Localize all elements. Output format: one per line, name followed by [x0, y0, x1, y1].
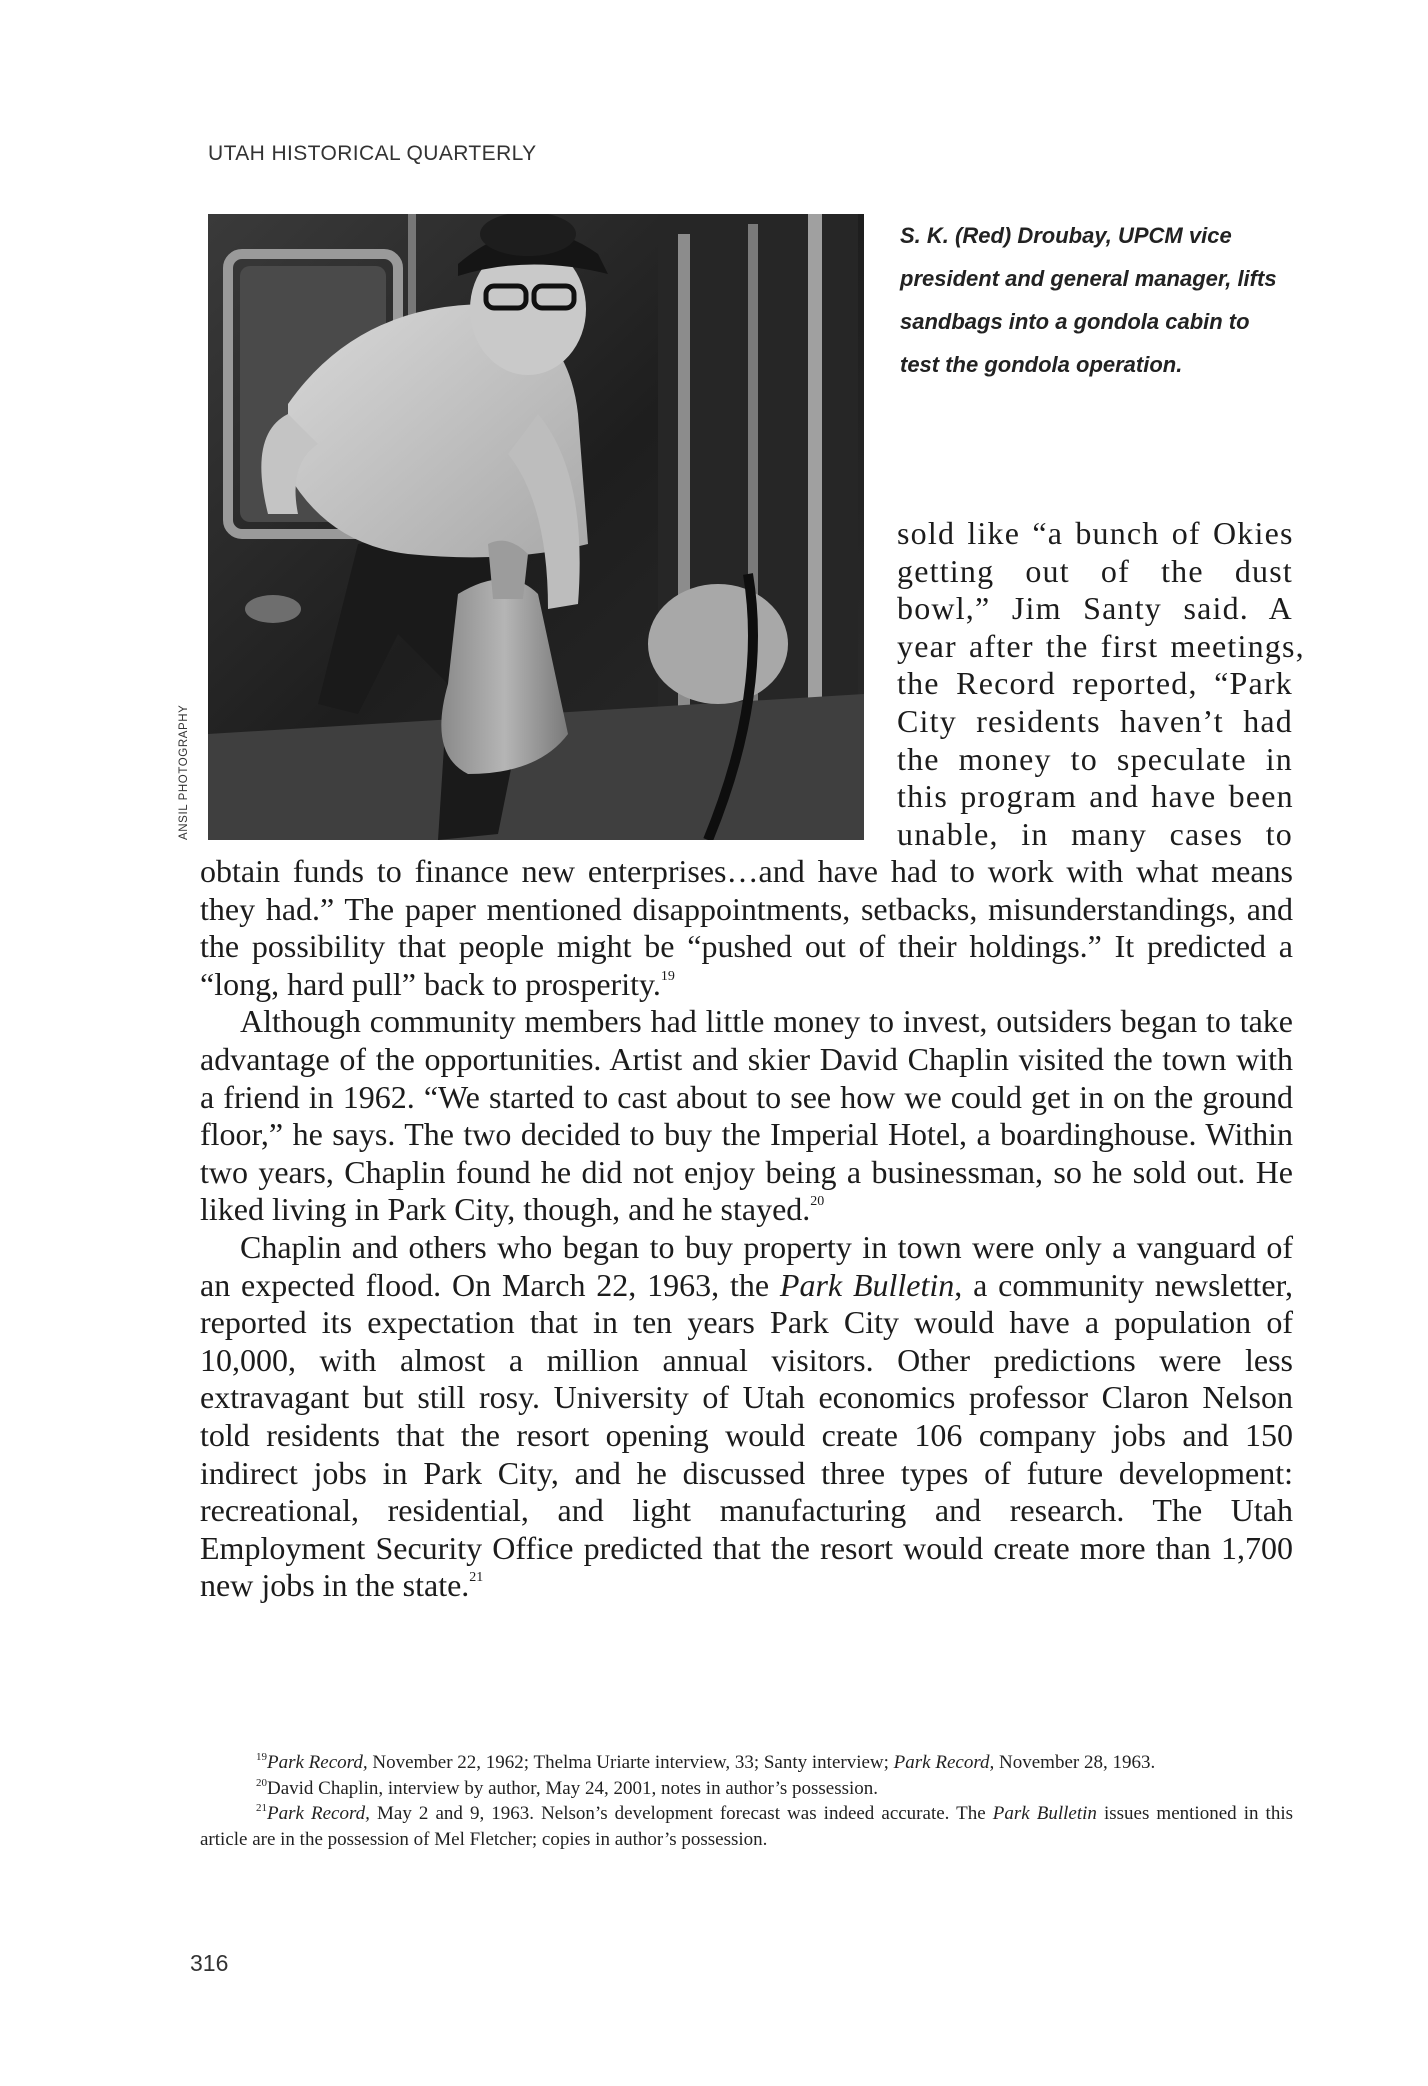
footnote-number: 19	[256, 1751, 267, 1763]
gondola-photo	[208, 214, 864, 840]
note-ref: 20	[810, 1194, 825, 1210]
wrap-line: year after the first meetings,	[897, 627, 1305, 664]
publication-title: Park Record,	[267, 1752, 368, 1773]
paragraph-text: obtain funds to finance new enterprises…and have had to work with what means they had.” The paper mentioned disappointments, setbacks, misunderstandings, and the possibility that people might be “pushed out of their holdings.” It predicted a “long, hard pull” back to prosperity.	[200, 853, 1293, 1002]
footnote-number: 21	[256, 1802, 267, 1814]
publication-title: Park Record,	[893, 1752, 995, 1773]
footnote-text: November 22, 1962; Thelma Uriarte interview, 33; Santy interview;	[367, 1752, 894, 1773]
footnote	[200, 1776, 1293, 1802]
footnote-text: issues mentioned in this article are in the possession of Mel Fletcher; copies in author’s possession.	[200, 1803, 1293, 1850]
note-ref: 19	[660, 968, 675, 984]
paragraph	[200, 853, 1293, 1003]
wrap-line: bowl,” Jim Santy said. A	[897, 590, 1293, 627]
publication-title: Park Bulletin	[779, 1266, 955, 1303]
wrap-line: unable, in many cases to	[897, 815, 1293, 852]
footnote-text: May 2 and 9, 1963. Nelson’s development forecast was indeed accurate. The	[369, 1803, 993, 1824]
caption-text: S. K. (Red) Droubay, UPCM vice president and general manager, lifts sandbags into a gondola cabin to test the gondola operation.	[900, 223, 1277, 377]
wrap-line: this program and have been	[897, 778, 1294, 815]
footnotes	[200, 1750, 1293, 1852]
footnote-number: 20	[256, 1776, 267, 1789]
running-head: UTAH HISTORICAL QUARTERLY	[208, 142, 537, 165]
publication-title: Park Record,	[267, 1803, 370, 1824]
publication-title: Park Bulletin	[992, 1803, 1097, 1824]
wrap-line: the Record reported, “Park	[897, 665, 1293, 702]
paragraph	[200, 1003, 1293, 1229]
figure-caption	[900, 214, 1280, 386]
paragraph-text: Chaplin and others who began to buy property in town were only a vanguard of an expected flood. On March 22, 1963, the	[200, 1228, 1293, 1303]
photo-credit: ANSIL PHOTOGRAPHY	[178, 704, 190, 840]
footnote-text: November 28, 1963.	[994, 1752, 1156, 1773]
wrap-line: the money to speculate in	[897, 740, 1293, 777]
page-number: 316	[190, 1950, 229, 1976]
wrap-line: sold like “a bunch of Okies	[897, 515, 1294, 551]
paragraph-text: Although community members had little money to invest, outsiders began to take advantage of the opportunities. Artist and skier David Chaplin visited the town with a friend in 1962. “We started to cast about to see how we could get in on the ground floor,” he says. The two decided to buy the Imperial Hotel, a boardinghouse. Within two years, Chaplin found he did not enjoy being a businessman, so he sold out. He liked living in Park City, though, and he stayed.	[200, 1003, 1293, 1228]
paragraph-text: , a community newsletter, reported its expectation that in ten years Park City would have a population of 10,000, with almost a million annual visitors. Other predictions were less extravagant but still rosy. University of Utah economics professor Claron Nelson told residents that the resort opening would create 106 company jobs and 150 indirect jobs in Park City, and he discussed three types of future development: recreational, residential, and light manufacturing and research. The Utah Employment Security Office predicted that the resort would create more than 1,700 new jobs in the state.	[200, 1266, 1293, 1604]
wrapped-text-column	[897, 515, 1305, 853]
paragraph	[200, 1229, 1293, 1605]
wrap-line: City residents haven’t had	[897, 702, 1293, 739]
body-text	[200, 853, 1293, 1605]
footnote	[200, 1801, 1293, 1852]
footnote-text: David Chaplin, interview by author, May 24, 2001, notes in author’s possession.	[267, 1777, 879, 1799]
wrap-line: getting out of the dust	[897, 552, 1293, 589]
footnote	[200, 1750, 1293, 1776]
note-ref: 21	[469, 1570, 484, 1586]
